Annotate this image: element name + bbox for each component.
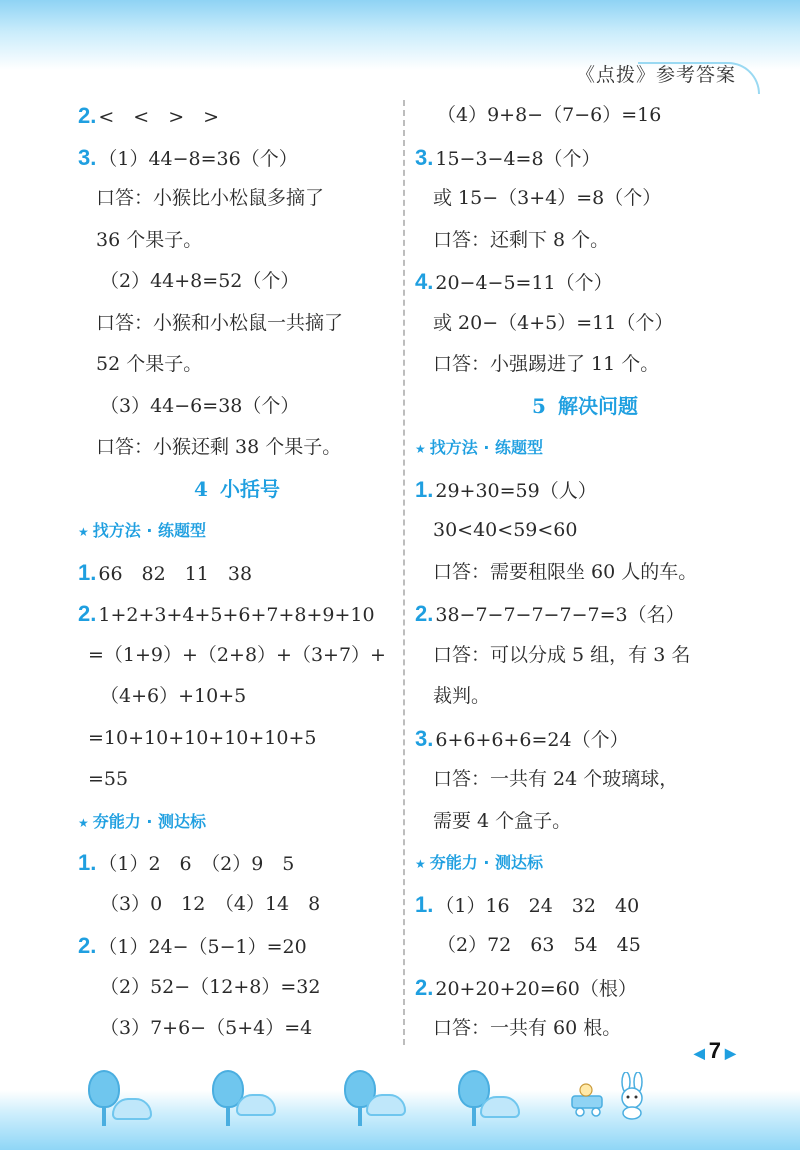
item-number: 2.	[78, 933, 97, 958]
page-number	[690, 1038, 740, 1064]
bunny-illustration	[612, 1072, 652, 1120]
item-number: 1.	[78, 850, 97, 875]
subsection-heading	[415, 427, 755, 469]
header-title: 《点拨》参考答案	[575, 64, 736, 86]
answer-line: =10+10+10+10+10+5	[88, 726, 317, 749]
answer-line: =（1+9）+（2+8）+（3+7）+	[88, 643, 386, 666]
answer-item	[415, 718, 755, 760]
item-text: < < > >	[98, 106, 220, 128]
answer-item	[78, 552, 396, 594]
item-number: 1.	[78, 559, 97, 585]
answer-item	[415, 967, 755, 1009]
section-title	[415, 386, 755, 428]
left-column	[78, 95, 396, 1050]
answer-line: 52 个果子。	[96, 353, 203, 375]
subsection-label: 夯能力 · 测达标	[92, 811, 206, 831]
answer-line: （4）9+8−（7−6）=16	[437, 104, 662, 126]
answer-line: 或 15−（3+4）=8（个）	[433, 187, 662, 209]
answer-line: （2）72 63 54 45	[437, 934, 641, 956]
right-column	[415, 95, 755, 1050]
star-icon: ★	[78, 525, 89, 539]
item-number: 2.	[415, 974, 434, 1000]
item-text: 20+20+20=60（根）	[435, 977, 637, 1000]
item-text: （1）44−8=36（个）	[98, 147, 298, 170]
star-icon: ★	[415, 857, 426, 871]
item-number: 1.	[415, 891, 434, 917]
item-text: 20−4−5=11（个）	[435, 272, 613, 294]
answer-line: 或 20−（4+5）=11（个）	[433, 311, 674, 334]
answer-line: （2）44+8=52（个）	[100, 270, 300, 292]
item-number: 3.	[415, 725, 434, 751]
answer-line: 口答：小猴还剩 38 个果子。	[96, 436, 342, 458]
bush-illustration	[236, 1094, 276, 1116]
item-text: 38−7−7−7−7−7=3（名）	[435, 604, 685, 626]
answer-line: 口答：小猴比小松鼠多摘了	[96, 187, 325, 209]
answer-line: 30<40<59<60	[433, 519, 578, 541]
answer-item	[415, 137, 755, 179]
answer-item	[78, 593, 396, 635]
answer-item	[78, 842, 396, 884]
subsection-label: 夯能力 · 测达标	[429, 853, 543, 872]
item-text: 15−3−4=8（个）	[435, 147, 601, 170]
item-text: 1+2+3+4+5+6+7+8+9+10	[98, 604, 375, 626]
column-divider	[403, 100, 405, 1045]
item-text: （1）16 24 32 40	[435, 894, 640, 917]
answer-line: 口答：小强踢进了 11 个。	[433, 353, 660, 375]
answer-line: 口答：还剩下 8 个。	[433, 228, 610, 251]
item-number: 2.	[78, 103, 97, 128]
subsection-heading	[78, 801, 396, 843]
subsection-heading	[78, 510, 396, 552]
answer-line: （3）44−6=38（个）	[100, 394, 300, 417]
answer-line: （3）7+6−（5+4）=4	[100, 1017, 313, 1039]
item-text: 6+6+6+6=24（个）	[435, 728, 629, 751]
item-text: 66 82 11 38	[98, 562, 253, 585]
answer-line: 口答：需要租限坐 60 人的车。	[433, 560, 698, 583]
triangle-right-icon: ▶	[725, 1045, 736, 1061]
item-number: 1.	[415, 476, 434, 502]
answer-line: 口答：一共有 24 个玻璃球，	[433, 768, 679, 790]
item-number: 2.	[78, 601, 97, 626]
item-number: 3.	[415, 144, 434, 170]
answer-line: 口答：一共有 60 根。	[433, 1017, 622, 1039]
item-text: （1）24−（5−1）=20	[98, 936, 307, 958]
answer-item	[415, 469, 755, 511]
star-icon: ★	[415, 442, 426, 456]
animal-cart-illustration	[568, 1082, 608, 1118]
item-number: 4.	[415, 269, 434, 294]
item-text: （1）2 6 （2）9 5	[98, 853, 295, 875]
subsection-label: 找方法 · 练题型	[429, 438, 543, 457]
answer-line: （2）52−（12+8）=32	[100, 975, 321, 998]
section-name: 解决问题	[557, 393, 638, 418]
tree-illustration	[212, 1070, 244, 1126]
star-icon: ★	[78, 815, 89, 830]
answer-item	[78, 95, 396, 137]
page-number-value: 7	[708, 1038, 722, 1063]
answer-line: =55	[88, 768, 129, 790]
triangle-left-icon: ◀	[694, 1045, 705, 1061]
answer-line: （4+6）+10+5	[100, 685, 247, 707]
item-number: 3.	[78, 144, 97, 170]
answer-line: 需要 4 个盒子。	[433, 809, 572, 832]
subsection-heading	[415, 842, 755, 884]
section-number: 5	[532, 393, 546, 418]
answer-line: 口答：小猴和小松鼠一共摘了	[96, 311, 344, 334]
answer-item	[415, 884, 755, 926]
answer-line: 裁判。	[433, 685, 491, 707]
answer-line: （3）0 12 （4）14 8	[100, 892, 321, 915]
section-name: 小括号	[219, 476, 280, 501]
answer-item	[78, 925, 396, 967]
answer-line: 36 个果子。	[96, 228, 203, 251]
answer-line: 口答：可以分成 5 组，有 3 名	[433, 643, 691, 666]
answer-item	[415, 593, 755, 635]
bush-illustration	[366, 1094, 406, 1116]
section-number: 4	[194, 476, 208, 501]
item-text: 29+30=59（人）	[435, 479, 597, 502]
subsection-label: 找方法 · 练题型	[92, 521, 206, 540]
bush-illustration	[480, 1096, 520, 1118]
section-title	[78, 469, 396, 511]
answer-item	[415, 261, 755, 303]
item-number: 2.	[415, 601, 434, 626]
bush-illustration	[112, 1098, 152, 1120]
answer-item	[78, 137, 396, 179]
